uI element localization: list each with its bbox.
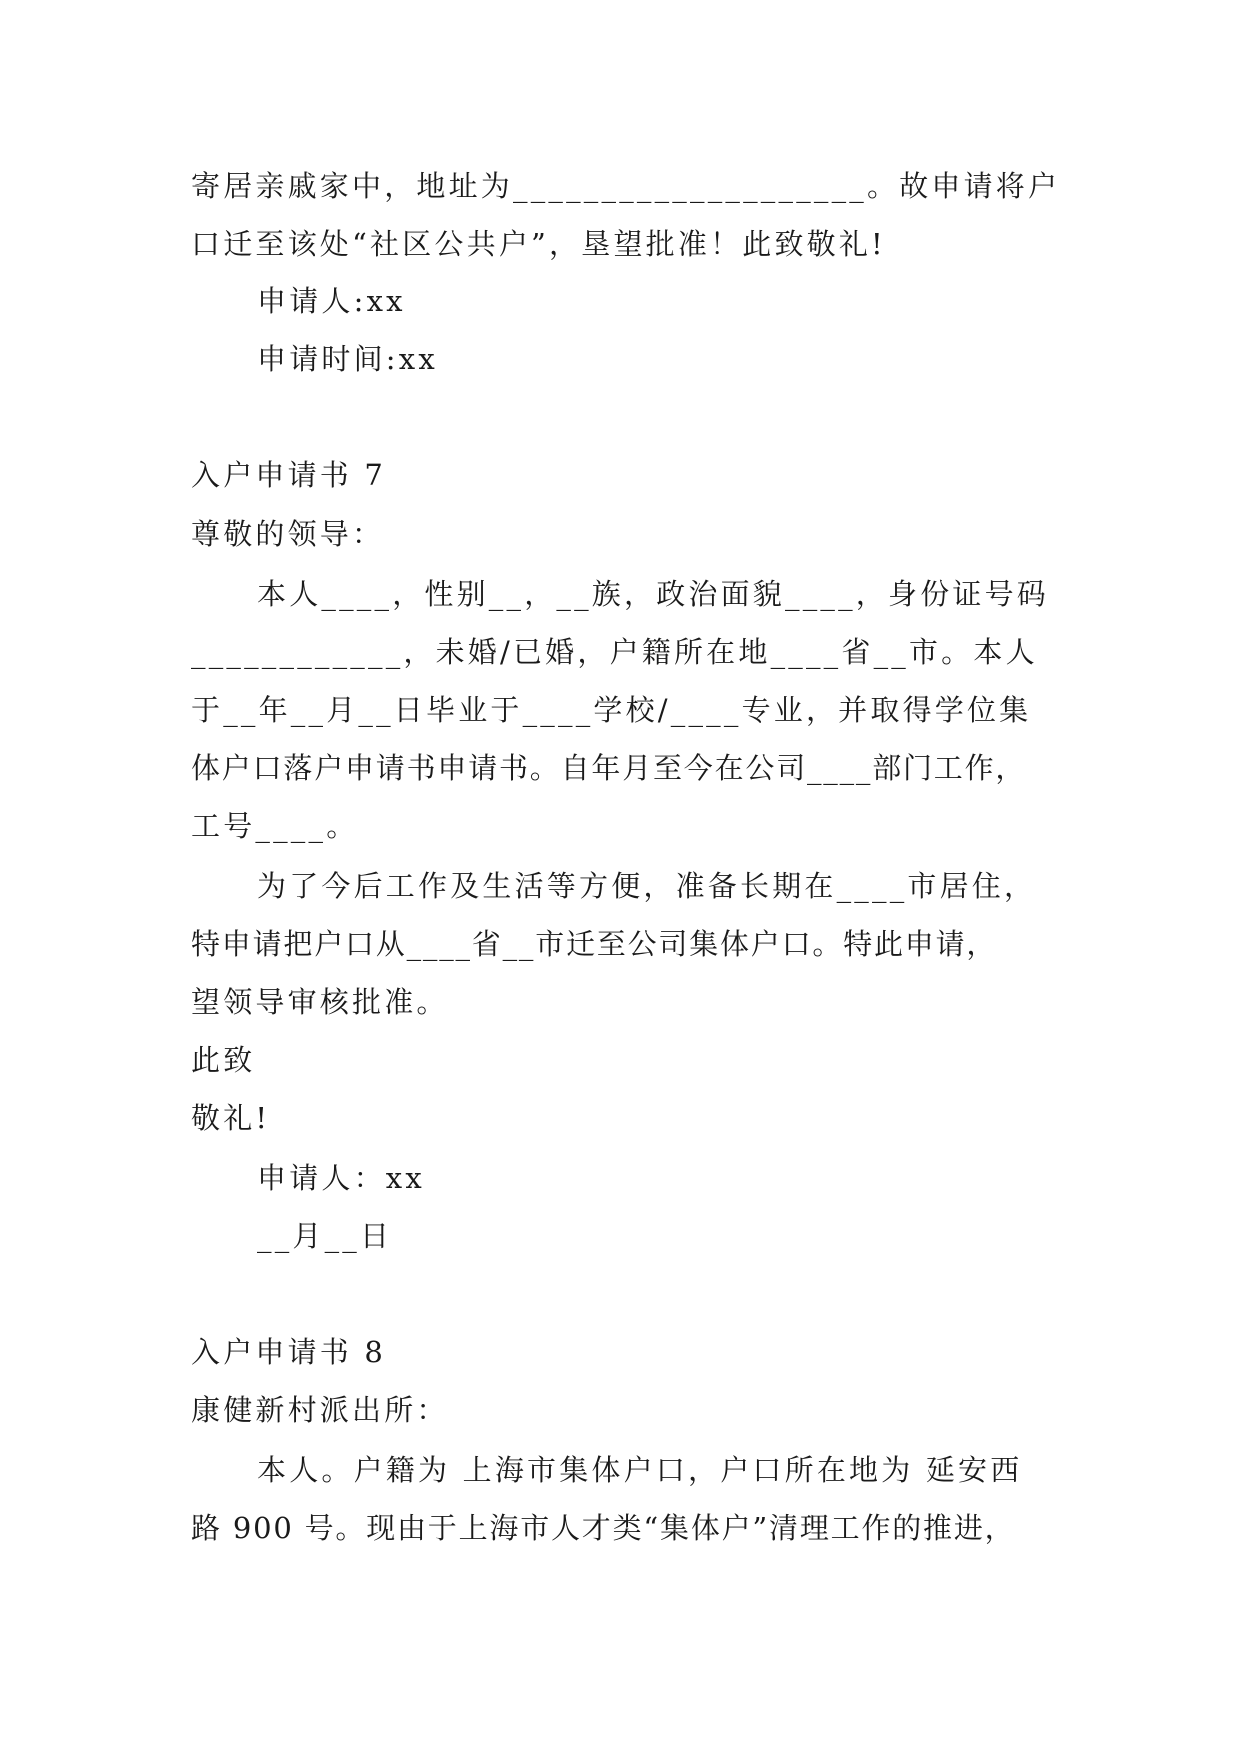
closing: 敬礼! xyxy=(191,1101,271,1135)
salutation: 尊敬的领导： xyxy=(191,517,385,551)
text-line: 工号____。 xyxy=(191,809,359,843)
closing: 此致 xyxy=(191,1043,256,1077)
signature-date: 申请时间:xx xyxy=(257,342,438,376)
text-line: 体户口落户申请书申请书。自年月至今在公司____部门工作， xyxy=(191,751,1027,785)
signature-applicant: 申请人：xx xyxy=(257,1161,425,1195)
text-line: 本人____，性别__，__族，政治面貌____，身份证号码 xyxy=(257,577,1050,611)
text-line: 为了今后工作及生活等方便，准备长期在____市居住， xyxy=(257,869,1037,903)
text-line: 望领导审核批准。 xyxy=(191,985,449,1019)
text-line: 路 900 号。现由于上海市人才类“集体户”清理工作的推进， xyxy=(191,1511,1016,1545)
text-line: 口迁至该处“社区公共户”，垦望批准！此致敬礼! xyxy=(191,227,886,261)
text-line: 寄居亲戚家中，地址为____________________。故申请将户 xyxy=(191,169,1061,203)
text-line: 本人。户籍为 上海市集体户口，户口所在地为 延安西 xyxy=(257,1453,1023,1487)
signature-date: __月__日 xyxy=(257,1219,393,1253)
signature-applicant: 申请人:xx xyxy=(257,284,406,318)
salutation: 康健新村派出所： xyxy=(191,1393,449,1427)
text-line: ____________，未婚/已婚，户籍所在地____省__市。本人 xyxy=(191,635,1038,669)
text-line: 特申请把户口从____省__市迁至公司集体户口。特此申请， xyxy=(191,927,998,961)
section-heading: 入户申请书 8 xyxy=(191,1335,387,1369)
text-line: 于__年__月__日毕业于____学校/____专业，并取得学位集 xyxy=(191,693,1032,727)
section-heading: 入户申请书 7 xyxy=(191,458,387,492)
